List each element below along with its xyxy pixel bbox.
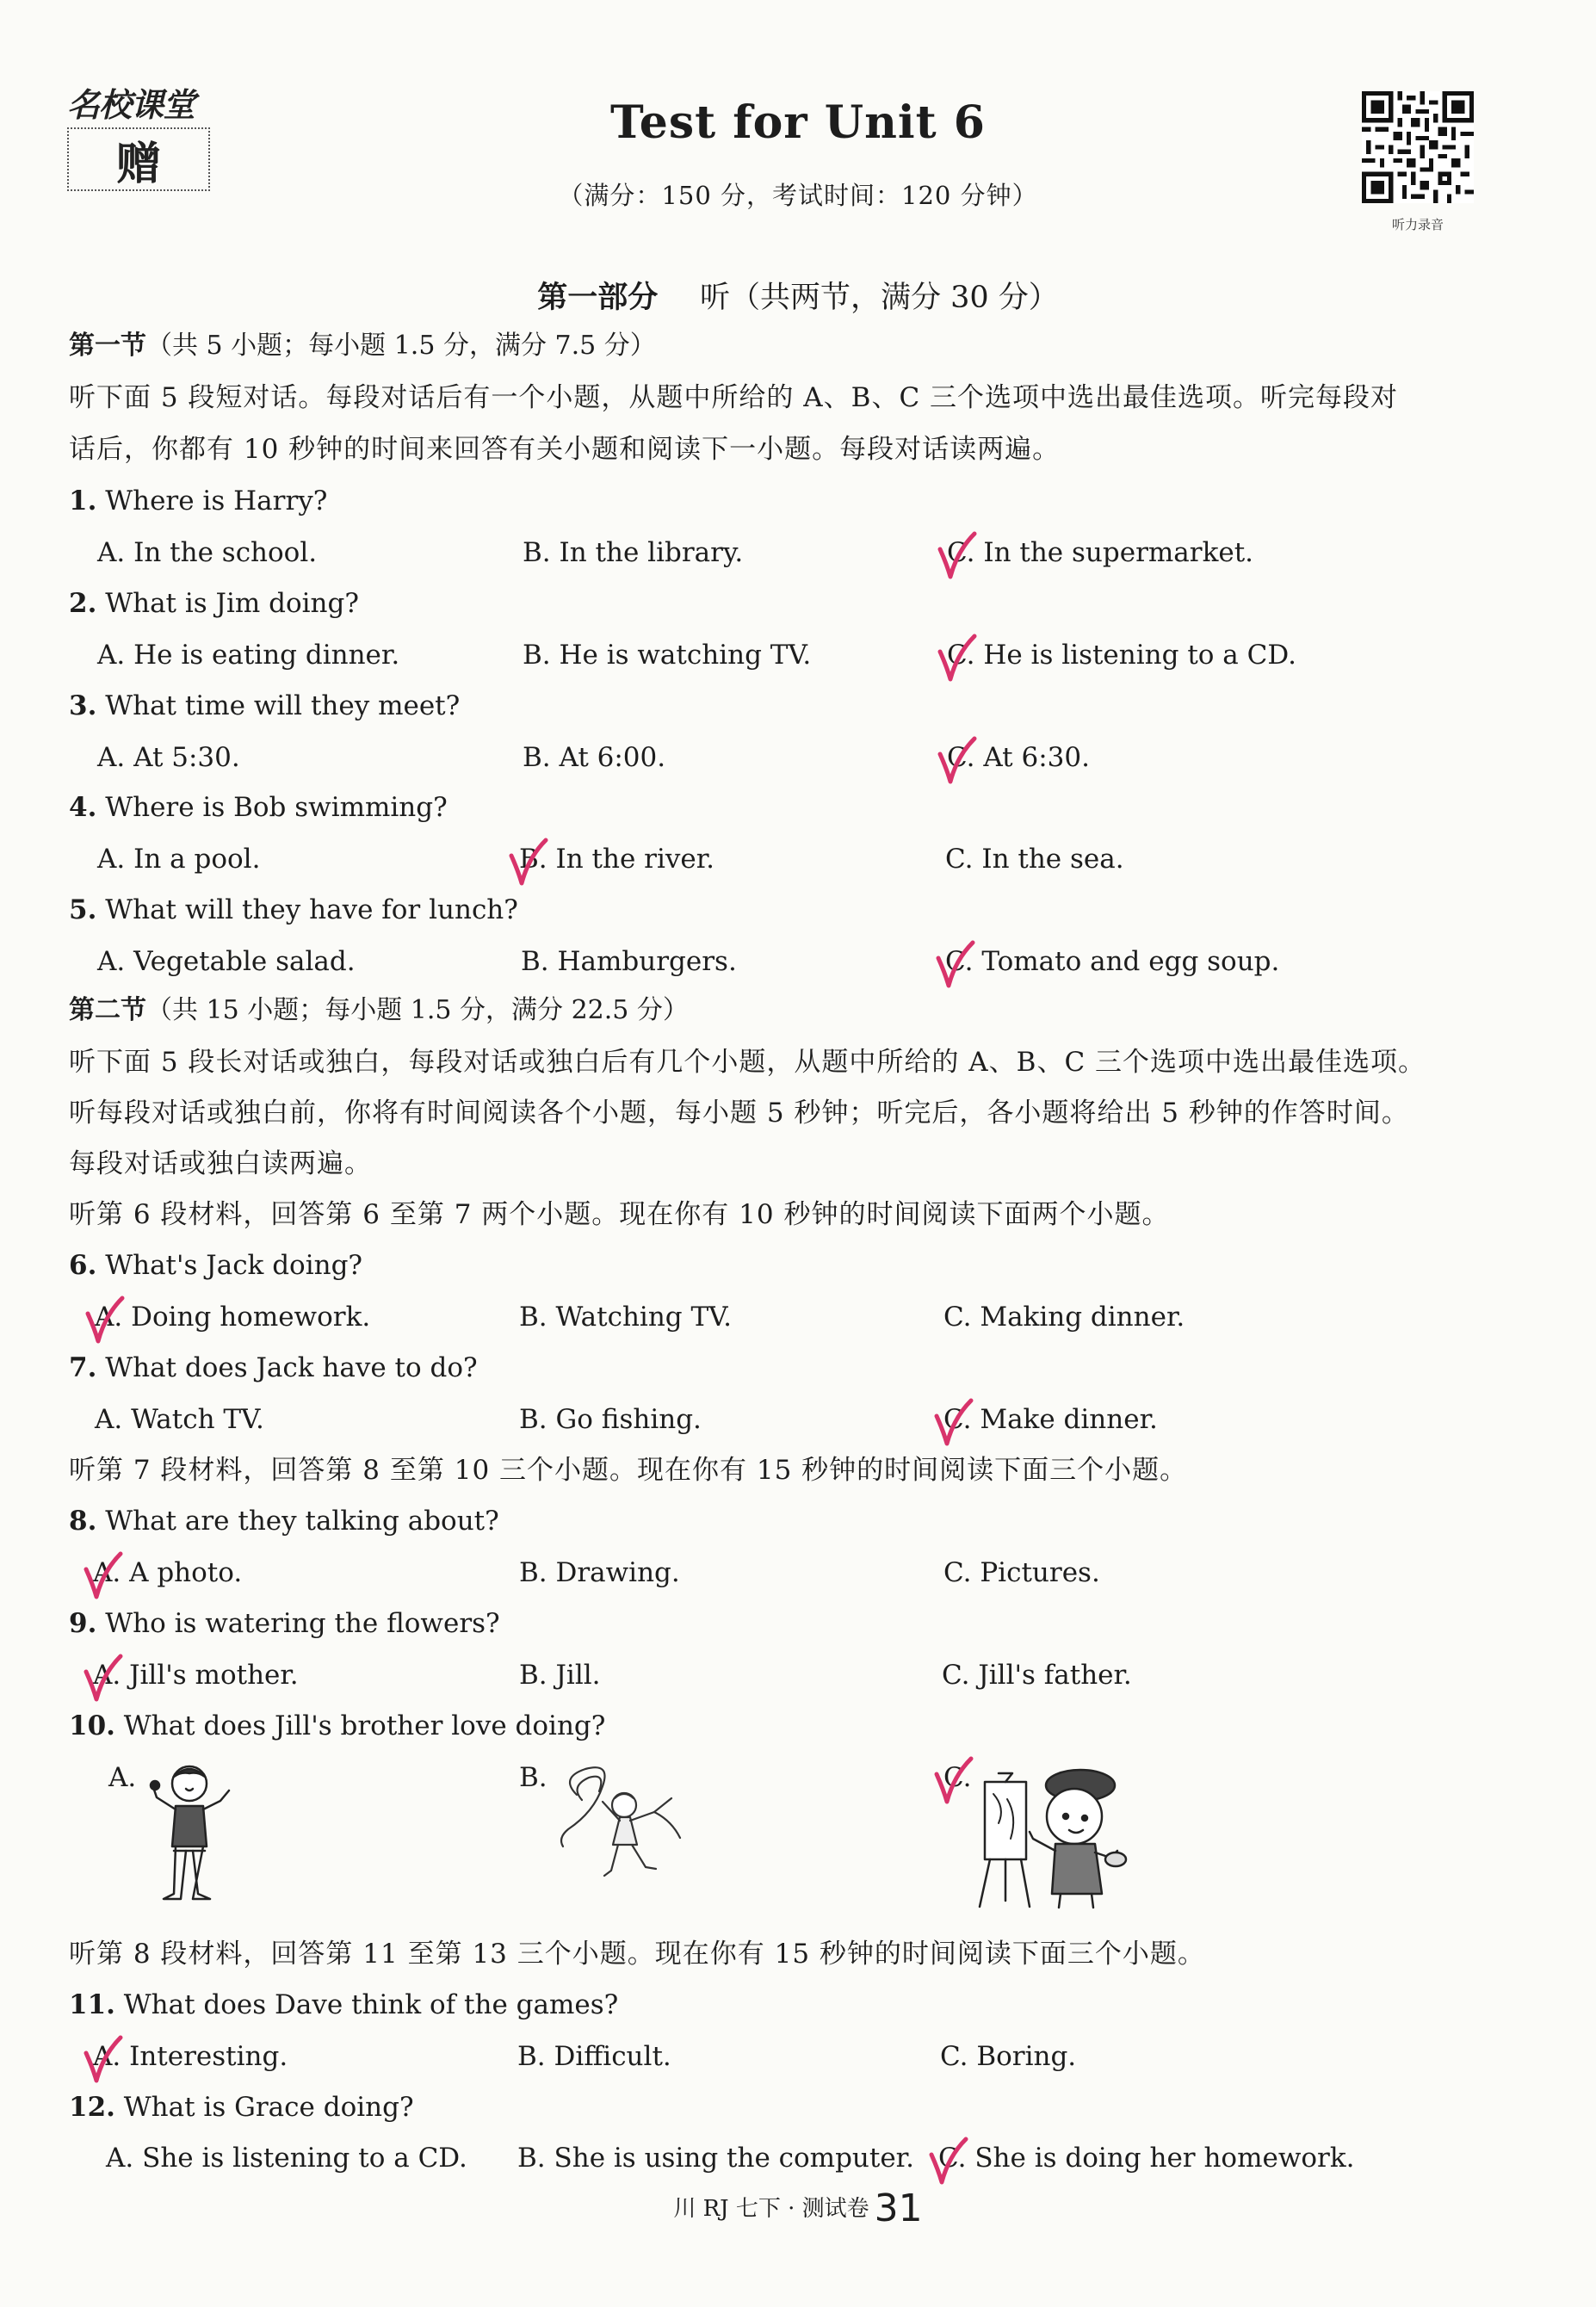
- question-12: [69, 2090, 1544, 2125]
- question-number: 7.: [69, 1352, 97, 1383]
- question-6: [69, 1248, 1544, 1283]
- material-6-instructions: 听第 6 段材料，回答第 6 至第 7 两个小题。现在你有 10 秒钟的时间阅读下面两个小题。: [69, 1199, 1170, 1230]
- q5-option-a[interactable]: A. Vegetable salad.: [97, 946, 356, 977]
- question-number: 8.: [69, 1506, 97, 1537]
- page-number: 31: [874, 2186, 923, 2230]
- question-number: 12.: [69, 2092, 115, 2123]
- q12-option-b[interactable]: B. She is using the computer.: [517, 2143, 914, 2174]
- q11-option-a[interactable]: A. Interesting.: [93, 2041, 288, 2072]
- question-number: 9.: [69, 1608, 97, 1639]
- q7-option-a[interactable]: A. Watch TV.: [95, 1404, 264, 1435]
- question-text: What are they talking about?: [105, 1506, 499, 1537]
- q6-option-c[interactable]: C. Making dinner.: [943, 1302, 1185, 1333]
- section-two-title: 第二节: [69, 995, 146, 1025]
- question-5: [69, 893, 1544, 927]
- q4-option-a[interactable]: A. In a pool.: [97, 844, 261, 875]
- logo-text: 名校课堂: [67, 86, 195, 124]
- question-text: What does Jill's brother love doing?: [123, 1710, 606, 1741]
- q3-option-c[interactable]: C. At 6:30.: [947, 742, 1090, 773]
- question-number: 1.: [69, 486, 97, 516]
- question-number: 6.: [69, 1250, 97, 1281]
- dancing-girl-picture[interactable]: [551, 1760, 689, 1881]
- material-7-instructions: 听第 7 段材料，回答第 8 至第 10 三个小题。现在你有 15 秒钟的时间阅读下面三个小题。: [69, 1455, 1188, 1486]
- question-text: What will they have for lunch?: [105, 894, 518, 925]
- q10-option-c[interactable]: C.: [943, 1762, 972, 1793]
- q10-option-b[interactable]: B.: [519, 1762, 547, 1793]
- q1-option-a[interactable]: A. In the school.: [97, 537, 318, 568]
- question-3: [69, 689, 1544, 723]
- section-one-instructions-1: 听下面 5 段短对话。每段对话后有一个小题，从题中所给的 A、B、C 三个选项中选出最佳选项。听完每段对: [69, 382, 1399, 413]
- singing-boy-picture[interactable]: [138, 1756, 241, 1907]
- q6-option-a[interactable]: A. Doing homework.: [95, 1302, 371, 1333]
- q8-option-a[interactable]: A. A photo.: [93, 1557, 243, 1588]
- question-1: [69, 484, 1544, 518]
- q4-option-c[interactable]: C. In the sea.: [945, 844, 1124, 875]
- q4-option-b[interactable]: B. In the river.: [519, 844, 715, 875]
- section-two-instructions-1: 听下面 5 段长对话或独白，每段对话或独白后有几个小题，从题中所给的 A、B、C 三个选项中选出最佳选项。: [69, 1047, 1426, 1078]
- section-one-scoring: （共 5 小题；每小题 1.5 分，满分 7.5 分）: [146, 331, 656, 361]
- q12-option-a[interactable]: A. She is listening to a CD.: [106, 2143, 467, 2174]
- question-number: 4.: [69, 792, 97, 823]
- section-two-instructions-2: 听每段对话或独白前，你将有时间阅读各个小题，每小题 5 秒钟；听完后，各小题将给出 5 秒钟的作答时间。: [69, 1098, 1409, 1129]
- question-8: [69, 1504, 1544, 1538]
- page-title: Test for Unit 6: [610, 96, 986, 149]
- exam-info: （满分：150 分，考试时间：120 分钟）: [558, 181, 1038, 210]
- q9-option-b[interactable]: B. Jill.: [519, 1660, 601, 1691]
- q2-option-b[interactable]: B. He is watching TV.: [523, 640, 812, 671]
- part-number: 第一部分: [537, 280, 659, 315]
- q3-option-a[interactable]: A. At 5:30.: [97, 742, 240, 773]
- question-text: What is Grace doing?: [123, 2092, 414, 2123]
- question-number: 2.: [69, 588, 97, 619]
- part-heading: [0, 274, 1596, 317]
- q7-option-c[interactable]: C. Make dinner.: [943, 1404, 1158, 1435]
- q1-option-c[interactable]: C. In the supermarket.: [947, 537, 1254, 568]
- q2-option-c[interactable]: C. He is listening to a CD.: [947, 640, 1296, 671]
- question-11: [69, 1988, 1544, 2022]
- section-one-title: 第一节: [69, 331, 146, 361]
- part-subheading: 听（共两节，满分 30 分）: [699, 281, 1059, 315]
- q2-option-a[interactable]: A. He is eating dinner.: [97, 640, 400, 671]
- q3-option-b[interactable]: B. At 6:00.: [523, 742, 666, 773]
- q8-option-b[interactable]: B. Drawing.: [519, 1557, 680, 1588]
- q10-option-a[interactable]: A.: [108, 1762, 137, 1793]
- q7-option-b[interactable]: B. Go fishing.: [519, 1404, 702, 1435]
- question-9: [69, 1606, 1544, 1641]
- question-text: What is Jim doing?: [105, 588, 359, 619]
- section-two-heading: [69, 993, 1544, 1028]
- material-8-instructions: 听第 8 段材料，回答第 11 至第 13 三个小题。现在你有 15 秒钟的时间阅读下面三个小题。: [69, 1939, 1205, 1970]
- painting-child-picture[interactable]: [973, 1756, 1128, 1911]
- q9-option-a[interactable]: A. Jill's mother.: [93, 1660, 299, 1691]
- q8-option-c[interactable]: C. Pictures.: [943, 1557, 1100, 1588]
- question-number: 10.: [69, 1710, 115, 1741]
- section-two-scoring: （共 15 小题；每小题 1.5 分，满分 22.5 分）: [146, 995, 689, 1025]
- question-number: 3.: [69, 690, 97, 721]
- question-text: Where is Bob swimming?: [105, 792, 448, 823]
- q1-option-b[interactable]: B. In the library.: [523, 537, 744, 568]
- page-footer: [0, 2186, 1596, 2230]
- footer-label: 川 RJ 七下 · 测试卷: [673, 2196, 869, 2222]
- question-number: 5.: [69, 894, 97, 925]
- section-two-instructions-3: 每段对话或独白读两遍。: [69, 1148, 372, 1179]
- q5-option-c[interactable]: C. Tomato and egg soup.: [945, 946, 1280, 977]
- question-text: What does Dave think of the games?: [123, 1989, 619, 2020]
- q11-option-b[interactable]: B. Difficult.: [517, 2041, 671, 2072]
- question-text: Who is watering the flowers?: [105, 1608, 500, 1639]
- qr-label: 听力录音: [1391, 217, 1444, 232]
- question-text: Where is Harry?: [105, 486, 328, 516]
- section-one-instructions-2: 话后，你都有 10 秒钟的时间来回答有关小题和阅读下一小题。每段对话读两遍。: [69, 434, 1061, 465]
- question-text: What time will they meet?: [105, 690, 461, 721]
- q11-option-c[interactable]: C. Boring.: [940, 2041, 1077, 2072]
- question-text: What does Jack have to do?: [105, 1352, 478, 1383]
- q5-option-b[interactable]: B. Hamburgers.: [521, 946, 737, 977]
- question-text: What's Jack doing?: [105, 1250, 363, 1281]
- gift-badge-text: 赠: [115, 138, 161, 190]
- q9-option-c[interactable]: C. Jill's father.: [942, 1660, 1132, 1691]
- q6-option-b[interactable]: B. Watching TV.: [519, 1302, 733, 1333]
- section-one-heading: [69, 329, 1544, 363]
- question-7: [69, 1351, 1544, 1385]
- qr-code-icon[interactable]: [1362, 91, 1474, 203]
- q12-option-c[interactable]: C. She is doing her homework.: [938, 2143, 1355, 2174]
- question-10: [69, 1709, 1544, 1743]
- question-2: [69, 586, 1544, 621]
- question-number: 11.: [69, 1989, 115, 2020]
- question-4: [69, 790, 1544, 825]
